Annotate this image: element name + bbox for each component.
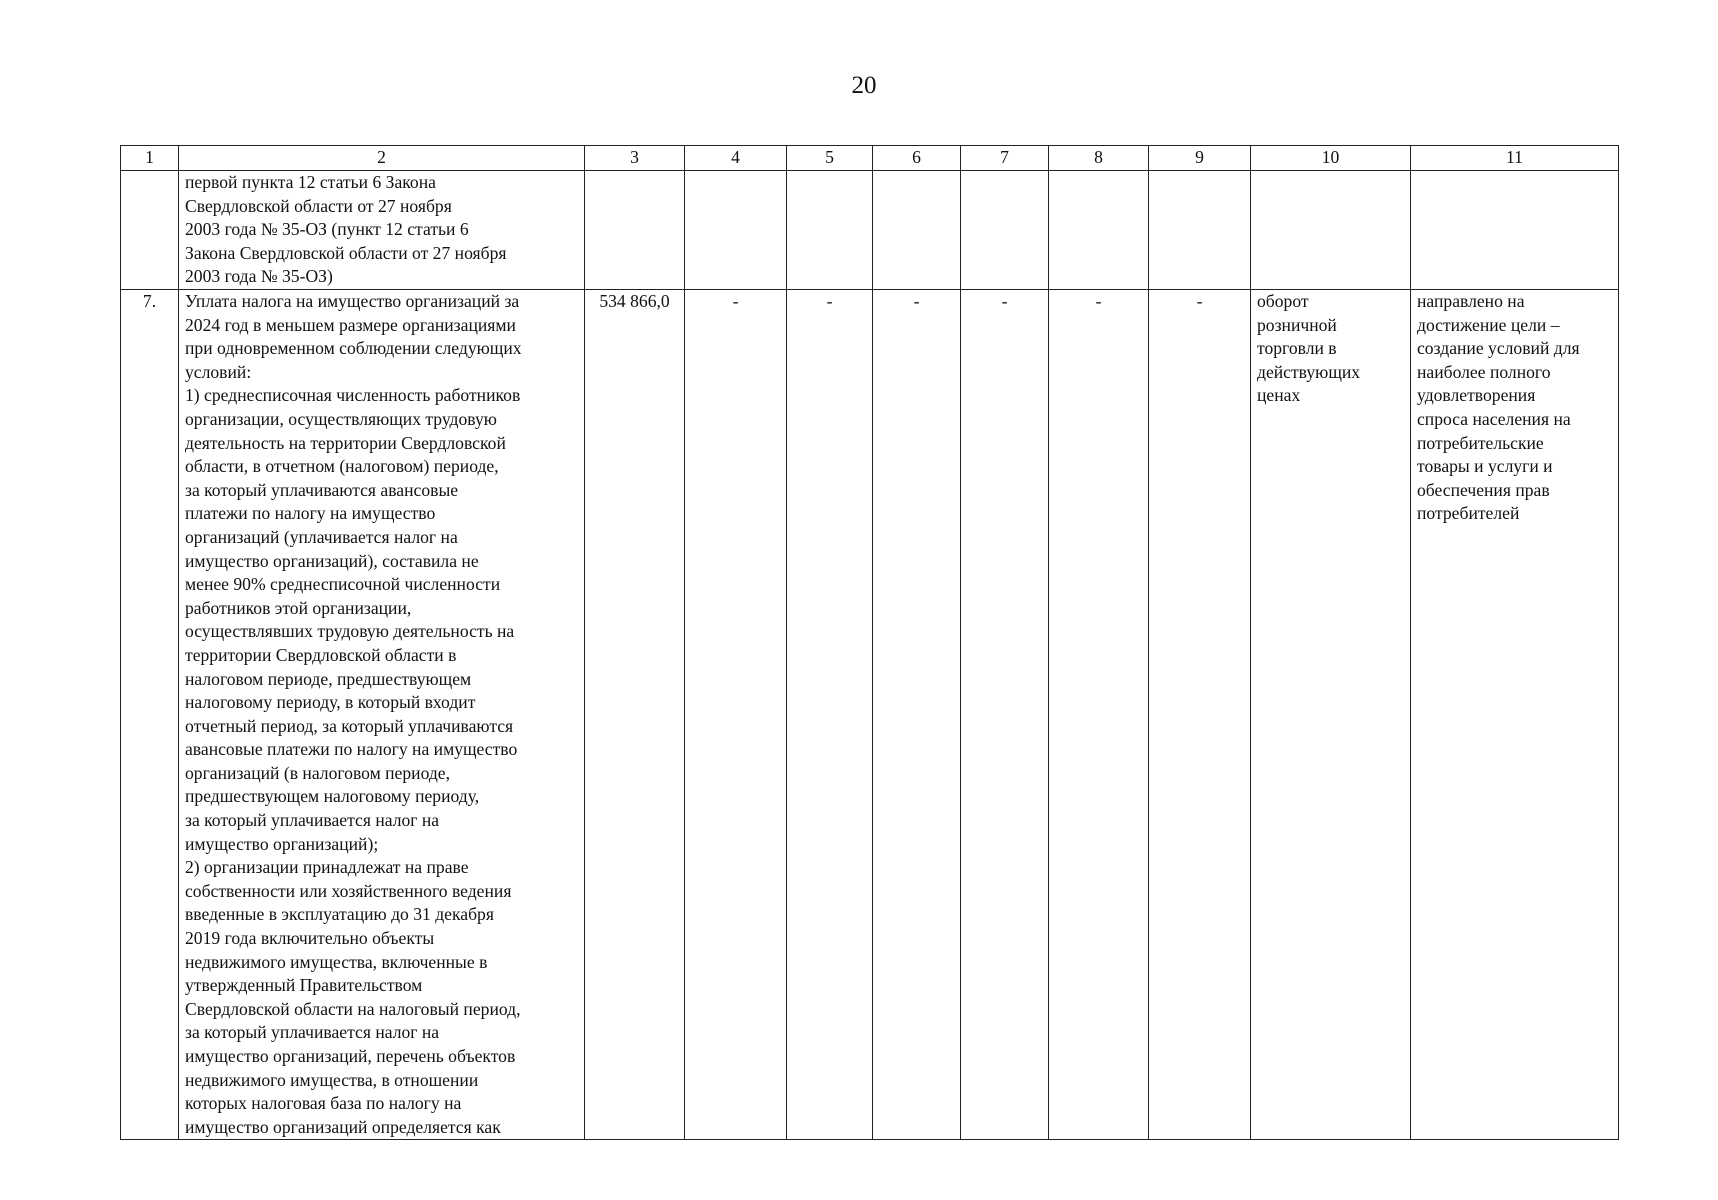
- cell-col5: -: [787, 290, 873, 1140]
- cell-col4: -: [685, 290, 787, 1140]
- cell-col5: [787, 171, 873, 290]
- table-header-row: [121, 146, 1619, 171]
- cell-col9: [1149, 171, 1251, 290]
- column-header-1: 1: [121, 146, 179, 171]
- indicator-cell: оборот розничной торговли в действующих ценах: [1251, 290, 1411, 1140]
- data-table: [120, 145, 1619, 1140]
- table-row: [121, 290, 1619, 1140]
- value-cell: 534 866,0: [585, 290, 685, 1140]
- column-header-11: 11: [1411, 146, 1619, 171]
- cell-col7: -: [961, 290, 1049, 1140]
- cell-col4: [685, 171, 787, 290]
- column-header-6: 6: [873, 146, 961, 171]
- row-number-cell: 7.: [121, 290, 179, 1140]
- goal-cell: направлено на достижение цели – создание условий для наиболее полного удовлетворения спроса населения на потребительские товары и услуги и обеспечения прав потребителей: [1411, 290, 1619, 1140]
- description-cell: Уплата налога на имущество организаций за 2024 год в меньшем размере организациями при одновременном соблюдении следующих условий: 1) среднесписочная численность работников организации, осуществляющих трудовую деятельность на территории Свердловской области, в отчетном (налоговом) периоде, за который уплачиваются авансовые платежи по налогу на имущество организаций (уплачивается налог на имущество организаций), составила не менее 90% среднесписочной численности работников этой организации, осуществлявших трудовую деятельность на территории Свердловской области в налоговом периоде, предшествующем налоговому периоду, в который входит отчетный период, за который уплачиваются авансовые платежи по налогу на имущество организаций (в налоговом периоде, предшествующем налоговому периоду, за который уплачивается налог на имущество организаций); 2) организации принадлежат на праве собственности или хозяйственного ведения введенные в эксплуатацию до 31 декабря 2019 года включительно объекты недвижимого имущества, включенные в утвержденный Правительством Свердловской области на налоговый период, за который уплачивается налог на имущество организаций, перечень объектов недвижимого имущества, в отношении которых налоговая база по налогу на имущество организаций определяется как: [179, 290, 585, 1140]
- column-header-4: 4: [685, 146, 787, 171]
- column-header-9: 9: [1149, 146, 1251, 171]
- cell-col8: [1049, 171, 1149, 290]
- column-header-10: 10: [1251, 146, 1411, 171]
- cell-col9: -: [1149, 290, 1251, 1140]
- column-header-2: 2: [179, 146, 585, 171]
- cell-col8: -: [1049, 290, 1149, 1140]
- value-cell: [585, 171, 685, 290]
- cell-col7: [961, 171, 1049, 290]
- page-number: 20: [851, 72, 877, 99]
- column-header-7: 7: [961, 146, 1049, 171]
- description-cell: первой пункта 12 статьи 6 Закона Свердловской области от 27 ноября 2003 года № 35-ОЗ (пункт 12 статьи 6 Закона Свердловской области от 27 ноября 2003 года № 35-ОЗ): [179, 171, 585, 290]
- cell-col6: -: [873, 290, 961, 1140]
- column-header-5: 5: [787, 146, 873, 171]
- column-header-8: 8: [1049, 146, 1149, 171]
- cell-col6: [873, 171, 961, 290]
- table-row: [121, 171, 1619, 290]
- goal-cell: [1411, 171, 1619, 290]
- row-number-cell: [121, 171, 179, 290]
- column-header-3: 3: [585, 146, 685, 171]
- indicator-cell: [1251, 171, 1411, 290]
